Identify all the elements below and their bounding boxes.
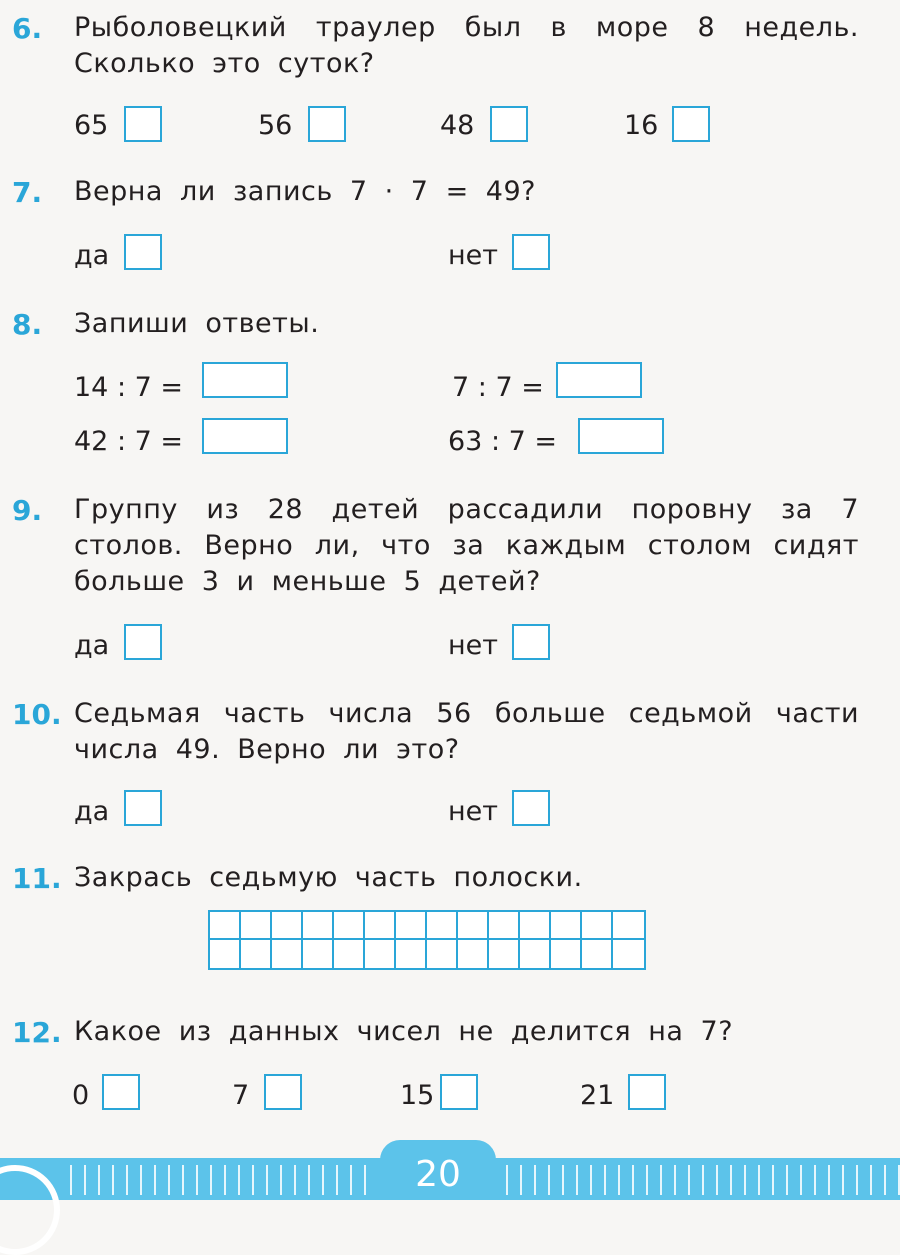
answer-checkbox[interactable] <box>124 106 162 142</box>
no-checkbox[interactable] <box>512 790 550 826</box>
question-number: 7. <box>12 176 43 209</box>
expression-label: 14 : 7 = <box>74 372 184 403</box>
expression-label: 63 : 7 = <box>448 426 558 457</box>
option-label: 21 <box>580 1080 615 1111</box>
question-number: 6. <box>12 12 43 45</box>
question-number: 10. <box>12 698 62 731</box>
yes-label: да <box>74 796 110 827</box>
yes-label: да <box>74 630 110 661</box>
question-number: 12. <box>12 1016 62 1049</box>
yes-checkbox[interactable] <box>124 624 162 660</box>
answer-checkbox[interactable] <box>264 1074 302 1110</box>
answer-checkbox[interactable] <box>490 106 528 142</box>
question-text: Закрась седьмую часть полоски. <box>74 862 583 893</box>
option-label: 15 <box>400 1080 435 1111</box>
option-label: 48 <box>440 110 475 141</box>
question-text: Группу из 28 детей рассадили поровну за 7 столов. Верно ли, что за каждым столом сидят больше 3 и меньше 5 детей? <box>74 494 859 597</box>
yes-checkbox[interactable] <box>124 790 162 826</box>
expression-label: 7 : 7 = <box>452 372 544 403</box>
answer-checkbox[interactable] <box>440 1074 478 1110</box>
answer-field[interactable] <box>556 362 642 398</box>
question-text: Седьмая часть числа 56 больше седьмой части числа 49. Верно ли это? <box>74 698 859 765</box>
question-number: 8. <box>12 308 43 341</box>
option-label: 7 <box>232 1080 250 1111</box>
question-text: Рыболовецкий траулер был в море 8 недель. Сколько это суток? <box>74 12 859 79</box>
question-number: 9. <box>12 494 43 527</box>
answer-checkbox[interactable] <box>102 1074 140 1110</box>
no-checkbox[interactable] <box>512 234 550 270</box>
no-label: нет <box>448 796 498 827</box>
footer-ruler-left <box>70 1165 370 1195</box>
question-text: Какое из данных чисел не делится на 7? <box>74 1016 734 1047</box>
no-label: нет <box>448 240 498 271</box>
footer-ruler-right <box>506 1165 900 1195</box>
question-text: Запиши ответы. <box>74 308 320 339</box>
answer-checkbox[interactable] <box>628 1074 666 1110</box>
coloring-strip[interactable] <box>208 910 646 970</box>
answer-checkbox[interactable] <box>672 106 710 142</box>
expression-label: 42 : 7 = <box>74 426 184 457</box>
answer-checkbox[interactable] <box>308 106 346 142</box>
yes-checkbox[interactable] <box>124 234 162 270</box>
answer-field[interactable] <box>202 418 288 454</box>
option-label: 65 <box>74 110 109 141</box>
yes-label: да <box>74 240 110 271</box>
no-checkbox[interactable] <box>512 624 550 660</box>
option-label: 16 <box>624 110 659 141</box>
question-number: 11. <box>12 862 62 895</box>
option-label: 0 <box>72 1080 90 1111</box>
no-label: нет <box>448 630 498 661</box>
answer-field[interactable] <box>578 418 664 454</box>
answer-field[interactable] <box>202 362 288 398</box>
question-text: Верна ли запись 7 · 7 = 49? <box>74 176 536 207</box>
option-label: 56 <box>258 110 293 141</box>
page-number: 20 <box>380 1140 496 1200</box>
